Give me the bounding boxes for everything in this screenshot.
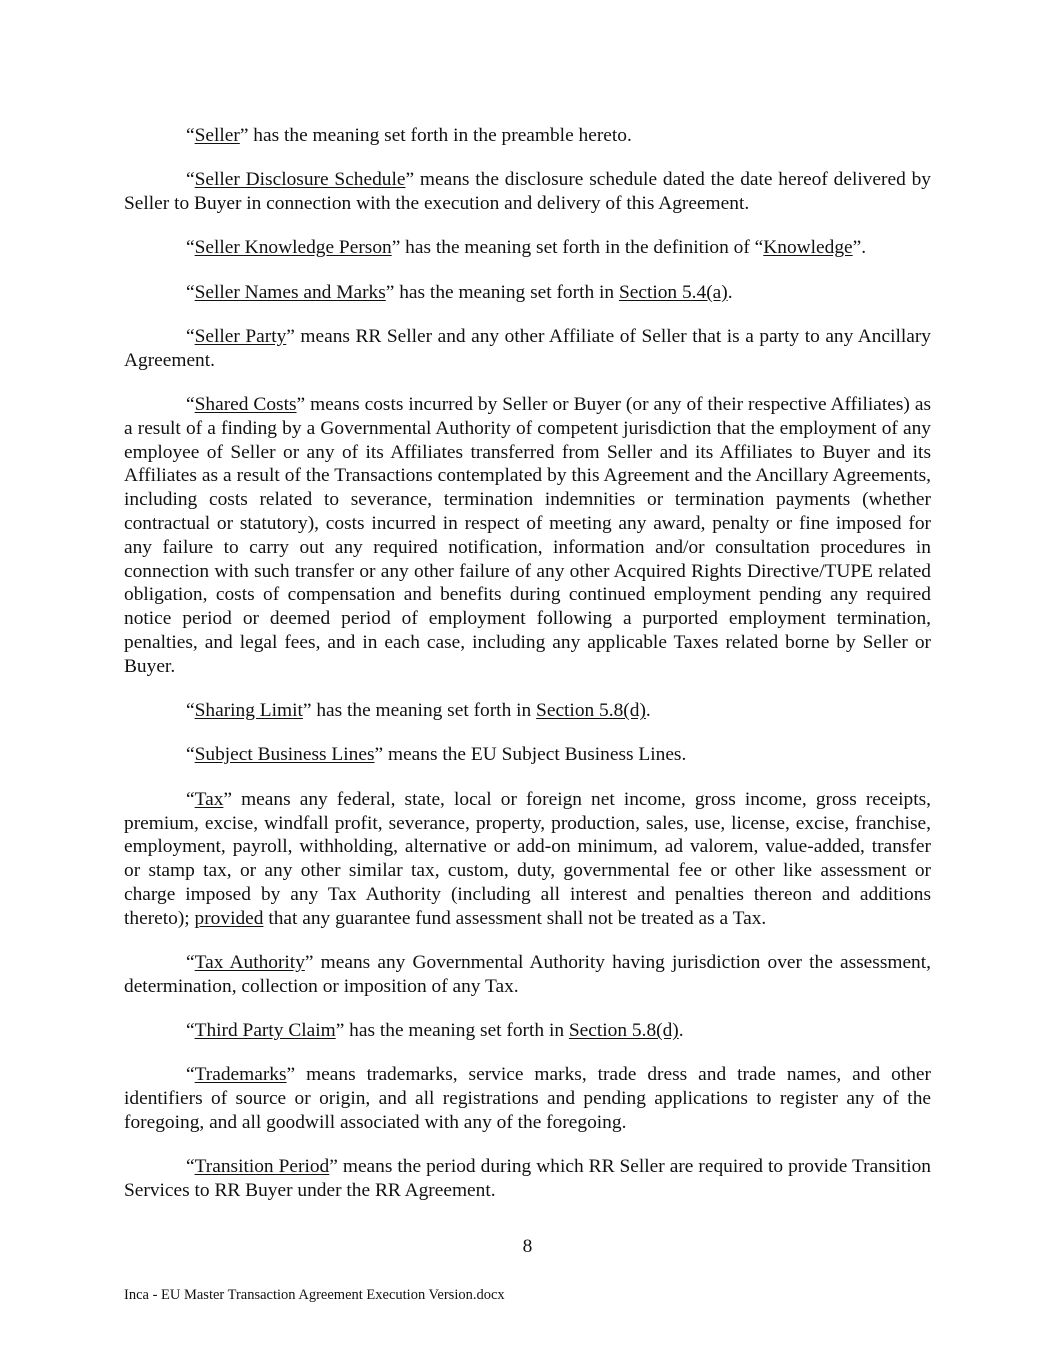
underlined-term: Seller Party bbox=[194, 325, 287, 347]
definition-paragraph bbox=[124, 124, 931, 148]
definition-text: “ bbox=[186, 281, 195, 303]
underlined-term: Transition Period bbox=[194, 1156, 330, 1178]
document-footer: Inca - EU Master Transaction Agreement Execution Version.docx bbox=[124, 1287, 505, 1303]
definition-text: “ bbox=[186, 700, 195, 722]
document-body bbox=[124, 124, 931, 1223]
definition-text: . bbox=[727, 281, 733, 303]
underlined-term: Section 5.4(a) bbox=[618, 281, 728, 303]
definition-paragraph bbox=[124, 1019, 931, 1043]
underlined-term: Seller Knowledge Person bbox=[194, 237, 392, 259]
definition-paragraph bbox=[124, 1063, 931, 1134]
page-number: 8 bbox=[522, 1236, 533, 1257]
underlined-term: Trademarks bbox=[194, 1064, 287, 1086]
definition-text: ” means any federal, state, local or foreign net income, gross income, gross receipts, premium, excise, windfall profit, severance, property, production, sales, use, license, excise, franchise, employment, payroll, withholding, alternative or add-on minimum, ad valorem, value-added, transfer or stamp tax, or any other similar tax, custom, duty, governmental fee or other like assessment or charge imposed by any Tax Authority (including all interest and penalties thereon and additions thereto); bbox=[124, 788, 931, 929]
underlined-term: Seller Names and Marks bbox=[194, 281, 386, 303]
definition-text: “ bbox=[186, 325, 195, 347]
definition-text: ” means RR Seller and any other Affiliate of Seller that is a party to any Ancillary Agreement. bbox=[124, 325, 931, 371]
definition-text: ” means trademarks, service marks, trade dress and trade names, and other identifiers of source or origin, and all registrations and pending applications to register any of the foregoing, and all goodwill associated with any of the foregoing. bbox=[124, 1064, 931, 1133]
definition-paragraph bbox=[124, 168, 931, 216]
definition-text: . bbox=[678, 1020, 684, 1042]
definition-paragraph bbox=[124, 281, 931, 305]
underlined-term: Section 5.8(d) bbox=[536, 700, 646, 722]
definition-text: ” has the meaning set forth in bbox=[335, 1020, 569, 1042]
underlined-term: Section 5.8(d) bbox=[568, 1020, 679, 1042]
definition-text: ” has the meaning set forth in bbox=[302, 700, 537, 722]
underlined-term: Seller bbox=[194, 125, 240, 146]
underlined-term: provided bbox=[194, 907, 264, 929]
definition-text: ” means costs incurred by Seller or Buyer (or any of their respective Affiliates) as a result of a finding by a Governmental Authority of competent jurisdiction that the employment of any employee of Seller or any of its Affiliates transferred from Seller and its Affiliates to Buyer and its Affiliates as a result of the Transactions contemplated by this Agreement and the Ancillary Agreements, including costs related to severance, termination indemnities or termination payments (whether contractual or statutory), costs incurred in respect of meeting any award, penalty or fine imposed for any failure to carry out any required notification, information and/or consultation procedures in connection with such transfer or any other failure of any other Acquired Rights Directive/TUPE related obligation, costs of compensation and benefits during continued employment pending any required notice period or deemed period of employment following a purported employment termination, penalties, and legal fees, and in each case, including any applicable Taxes related borne by Seller or Buyer. bbox=[124, 394, 931, 677]
definition-text: “ bbox=[186, 788, 195, 810]
definition-text: “ bbox=[186, 1156, 195, 1178]
definition-text: ” means any Governmental Authority having jurisdiction over the assessment, determination, collection or imposition of any Tax. bbox=[124, 952, 931, 997]
definition-text: . bbox=[645, 700, 651, 722]
definition-text: ”. bbox=[852, 237, 867, 259]
definition-text: “ bbox=[186, 237, 195, 259]
definition-paragraph bbox=[124, 743, 931, 767]
definition-paragraph bbox=[124, 788, 931, 931]
definition-paragraph bbox=[124, 951, 931, 999]
definition-text: “ bbox=[186, 169, 195, 191]
definition-text: ” has the meaning set forth in bbox=[385, 281, 619, 303]
definition-text: “ bbox=[186, 1064, 195, 1086]
definition-text: “ bbox=[186, 1020, 195, 1042]
underlined-term: Subject Business Lines bbox=[194, 744, 375, 766]
definition-paragraph bbox=[124, 393, 931, 679]
definition-paragraph bbox=[124, 699, 931, 723]
definition-text: “ bbox=[186, 952, 195, 974]
underlined-term: Knowledge bbox=[763, 237, 853, 259]
definition-text: “ bbox=[186, 125, 195, 146]
definition-paragraph bbox=[124, 325, 931, 373]
definition-paragraph bbox=[124, 236, 931, 260]
underlined-term: Third Party Claim bbox=[194, 1020, 336, 1042]
underlined-term: Tax Authority bbox=[194, 952, 305, 974]
underlined-term: Sharing Limit bbox=[194, 700, 303, 722]
definition-paragraph bbox=[124, 1155, 931, 1203]
underlined-term: Seller Disclosure Schedule bbox=[194, 169, 406, 191]
definition-text: ” means the EU Subject Business Lines. bbox=[374, 744, 687, 766]
definition-text: that any guarantee fund assessment shall not be treated as a Tax. bbox=[263, 907, 767, 929]
definition-text: ” means the disclosure schedule dated the date hereof delivered by Seller to Buyer in connection with the execution and delivery of this Agreement. bbox=[124, 169, 931, 215]
underlined-term: Tax bbox=[194, 788, 224, 810]
definition-text: ” means the period during which RR Seller are required to provide Transition Services to RR Buyer under the RR Agreement. bbox=[124, 1156, 931, 1202]
definition-text: ” has the meaning set forth in the definition of “ bbox=[391, 237, 764, 259]
underlined-term: Shared Costs bbox=[194, 394, 297, 416]
definition-text: ” has the meaning set forth in the preamble hereto. bbox=[239, 125, 632, 146]
definition-text: “ bbox=[186, 394, 195, 416]
definition-text: “ bbox=[186, 744, 195, 766]
